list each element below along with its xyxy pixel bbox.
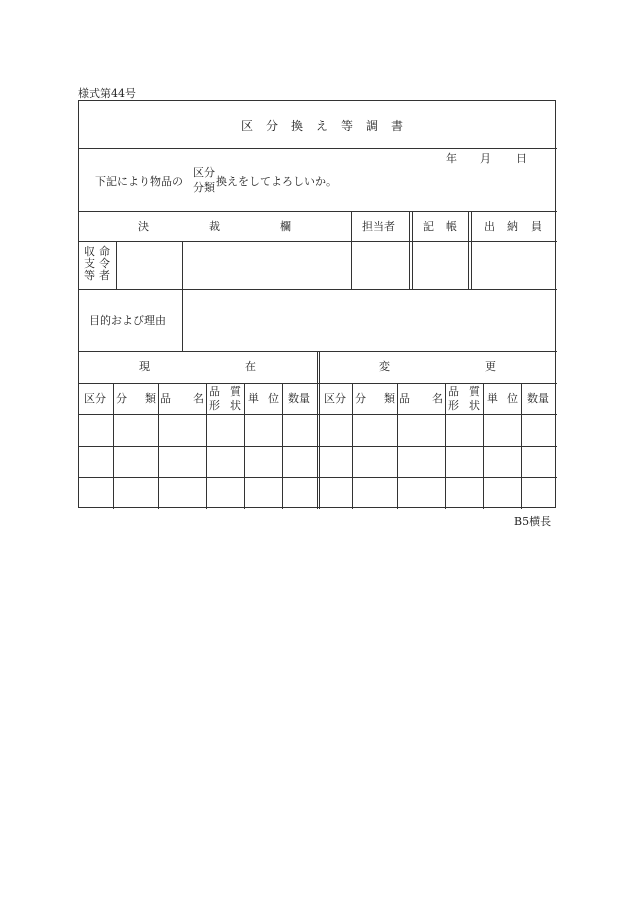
col-classification-char: 分 bbox=[116, 392, 127, 405]
divider bbox=[409, 211, 410, 289]
request-prefix: 下記により物品の bbox=[95, 175, 183, 188]
divider bbox=[445, 383, 446, 509]
decision-char: 裁 bbox=[209, 220, 220, 233]
col-classification-char: 類 bbox=[145, 392, 156, 405]
divider bbox=[79, 477, 557, 478]
divider bbox=[79, 148, 557, 149]
divider bbox=[113, 383, 114, 509]
col-unit-char: 単 bbox=[248, 392, 259, 405]
col-shape-char: 状 bbox=[469, 399, 480, 412]
divider bbox=[79, 414, 557, 415]
divider bbox=[282, 383, 283, 509]
divider bbox=[79, 289, 557, 290]
divider bbox=[317, 351, 318, 509]
col-quantity: 数量 bbox=[288, 392, 310, 405]
cashier-char: 員 bbox=[531, 220, 542, 233]
record-char: 記 bbox=[423, 220, 434, 233]
divider bbox=[116, 241, 117, 289]
col-category: 区分 bbox=[84, 392, 106, 405]
purpose-label: 目的および理由 bbox=[89, 314, 166, 327]
divider bbox=[79, 383, 557, 384]
divider bbox=[351, 211, 352, 289]
divider bbox=[521, 383, 522, 509]
col-shape-char: 形 bbox=[209, 399, 220, 412]
current-char: 在 bbox=[245, 360, 256, 373]
request-stack-bottom: 分類 bbox=[193, 181, 215, 194]
request-stack-top: 区分 bbox=[193, 166, 215, 179]
divider bbox=[319, 351, 320, 509]
divider bbox=[468, 211, 469, 289]
col-item-name-char: 品 bbox=[399, 392, 410, 405]
divider bbox=[397, 383, 398, 509]
person-in-charge-label: 担当者 bbox=[362, 220, 395, 233]
form-number: 様式第44号 bbox=[78, 87, 136, 100]
title-char: 区 bbox=[241, 119, 254, 133]
issuer-char: 令 bbox=[99, 257, 110, 270]
col-item-name-char: 品 bbox=[160, 392, 171, 405]
col-shape-char: 形 bbox=[448, 399, 459, 412]
divider bbox=[182, 241, 183, 289]
title-char: え bbox=[316, 119, 329, 133]
divider bbox=[206, 383, 207, 509]
col-shape-char: 状 bbox=[230, 399, 241, 412]
cashier-char: 納 bbox=[507, 220, 518, 233]
title-char: 書 bbox=[391, 119, 404, 133]
divider bbox=[182, 289, 183, 351]
col-unit-char: 位 bbox=[507, 392, 518, 405]
divider bbox=[79, 241, 557, 242]
date-year: 年 bbox=[446, 152, 457, 165]
title-char: 分 bbox=[266, 119, 279, 133]
col-quality-char: 質 bbox=[469, 385, 480, 398]
title-char: 調 bbox=[366, 119, 379, 133]
date-day: 日 bbox=[516, 152, 527, 165]
current-char: 現 bbox=[139, 360, 150, 373]
col-quality-char: 品 bbox=[209, 385, 220, 398]
col-quality-char: 質 bbox=[230, 385, 241, 398]
col-classification-char: 類 bbox=[384, 392, 395, 405]
issuer-char: 収 bbox=[84, 245, 95, 258]
divider bbox=[412, 211, 413, 289]
form-table bbox=[78, 100, 556, 508]
decision-char: 欄 bbox=[280, 220, 291, 233]
divider bbox=[79, 351, 557, 352]
divider bbox=[158, 383, 159, 509]
record-char: 帳 bbox=[446, 220, 457, 233]
issuer-char: 命 bbox=[99, 245, 110, 258]
divider bbox=[352, 383, 353, 509]
col-item-name-char: 名 bbox=[432, 392, 443, 405]
paper-size-note: B5横長 bbox=[514, 515, 552, 528]
col-quality-char: 品 bbox=[448, 385, 459, 398]
changed-char: 更 bbox=[485, 360, 496, 373]
title-char: 換 bbox=[291, 119, 304, 133]
divider bbox=[471, 211, 472, 289]
col-unit-char: 単 bbox=[487, 392, 498, 405]
col-category: 区分 bbox=[324, 392, 346, 405]
col-classification-char: 分 bbox=[355, 392, 366, 405]
col-quantity: 数量 bbox=[527, 392, 549, 405]
date-month: 月 bbox=[480, 152, 491, 165]
decision-char: 決 bbox=[138, 220, 149, 233]
changed-char: 変 bbox=[379, 360, 390, 373]
title-char: 等 bbox=[341, 119, 354, 133]
divider bbox=[244, 383, 245, 509]
issuer-char: 等 bbox=[84, 269, 95, 282]
divider bbox=[79, 211, 557, 212]
issuer-char: 支 bbox=[84, 257, 95, 270]
col-unit-char: 位 bbox=[268, 392, 279, 405]
col-item-name-char: 名 bbox=[193, 392, 204, 405]
divider bbox=[483, 383, 484, 509]
divider bbox=[79, 446, 557, 447]
cashier-char: 出 bbox=[484, 220, 495, 233]
request-suffix: 換えをしてよろしいか。 bbox=[216, 175, 337, 188]
issuer-char: 者 bbox=[99, 269, 110, 282]
